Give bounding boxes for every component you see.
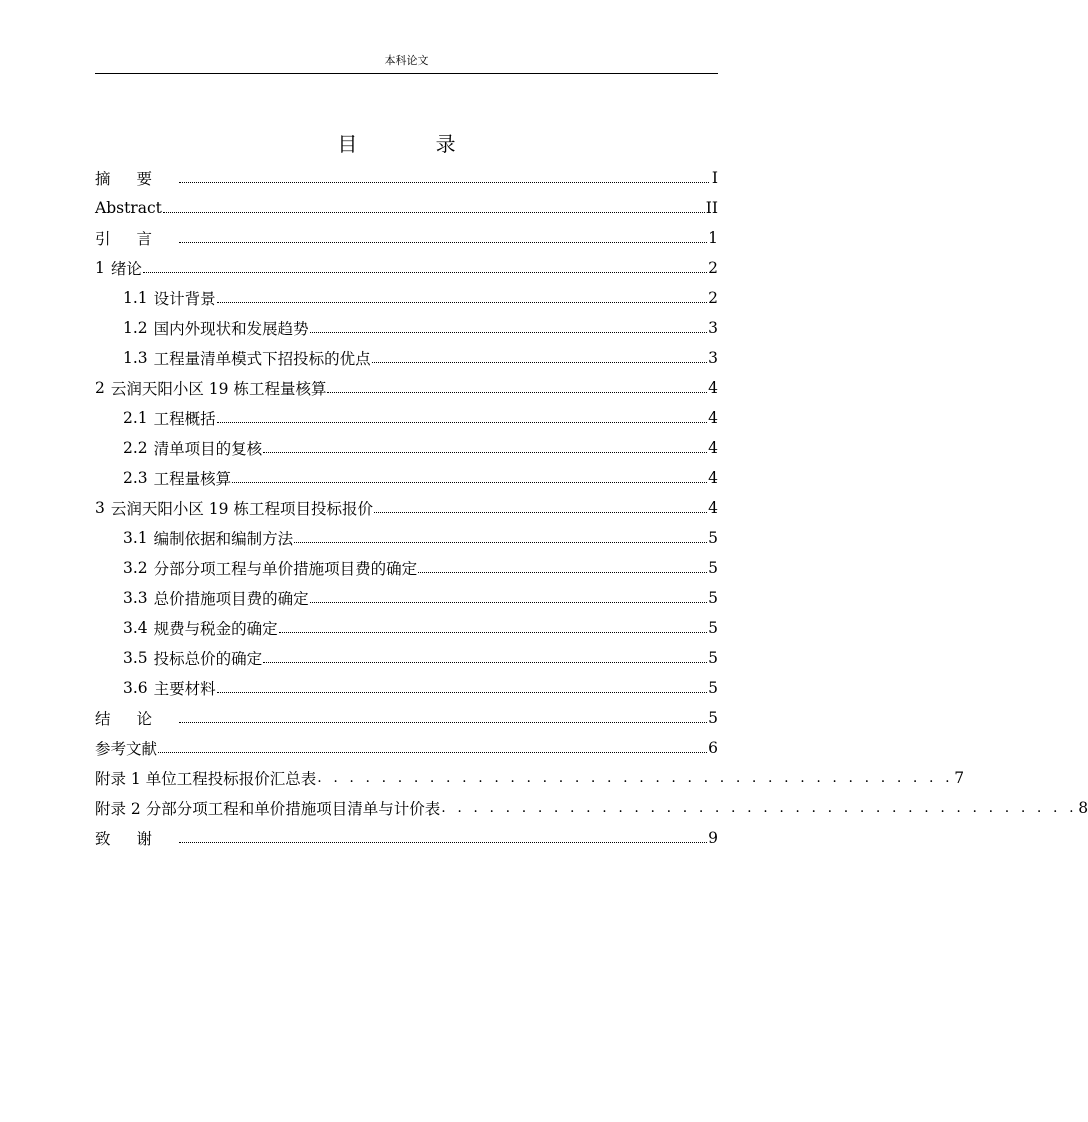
toc-entry-label: 附录 1 单位工程投标报价汇总表 bbox=[95, 770, 317, 788]
toc-page-number: 4 bbox=[708, 439, 718, 457]
toc-entry-label: 工程量核算 bbox=[153, 470, 232, 488]
toc-leader-dots bbox=[279, 617, 707, 633]
header-rule bbox=[95, 73, 718, 74]
toc-leader-dots bbox=[232, 467, 707, 483]
toc-entry[interactable] bbox=[95, 163, 718, 193]
toc-entry[interactable] bbox=[95, 433, 718, 463]
toc-entry-number: 2.3 bbox=[123, 469, 148, 487]
toc-leader-dots bbox=[263, 647, 707, 663]
toc-page-number: 2 bbox=[708, 259, 718, 277]
toc-entry[interactable] bbox=[95, 223, 718, 253]
toc-page-number: I bbox=[711, 169, 718, 187]
toc-entry[interactable] bbox=[95, 703, 718, 733]
toc-entry[interactable] bbox=[95, 373, 718, 403]
toc-page-number: 5 bbox=[708, 649, 718, 667]
toc-leader-dots bbox=[179, 707, 707, 723]
toc-entry[interactable] bbox=[95, 553, 718, 583]
toc-entry-number: 3.2 bbox=[123, 559, 148, 577]
toc-entry-number: 2.2 bbox=[123, 439, 148, 457]
toc-entry-label: 工程量清单模式下招投标的优点 bbox=[153, 350, 371, 368]
toc-page-number: 8 bbox=[1078, 799, 1088, 817]
toc-entry[interactable] bbox=[95, 193, 718, 223]
toc-entry-label: 工程概括 bbox=[153, 410, 216, 428]
toc-page-number: 7 bbox=[954, 769, 965, 787]
toc-entry-label: 分部分项工程与单价措施项目费的确定 bbox=[153, 560, 418, 578]
toc-leader-dots bbox=[217, 407, 707, 423]
toc-page-number: 3 bbox=[708, 319, 718, 337]
toc-leader-dots bbox=[158, 737, 707, 753]
toc-entry-number: 3 bbox=[95, 499, 105, 517]
toc-entry-label: Abstract bbox=[95, 199, 162, 217]
toc-page-number: II bbox=[705, 199, 718, 217]
toc-leader-dots bbox=[163, 197, 705, 213]
toc-entry-number: 1.2 bbox=[123, 319, 148, 337]
toc-entry-label: 参考文献 bbox=[95, 740, 158, 758]
toc-entry-number: 1.1 bbox=[123, 289, 148, 307]
toc-leader-dots bbox=[217, 677, 707, 693]
toc-entry-label: 主要材料 bbox=[153, 680, 216, 698]
toc-leader-dots bbox=[179, 827, 707, 843]
toc-entry-label: 云润天阳小区 19 栋工程量核算 bbox=[110, 380, 327, 398]
toc-leader-dots bbox=[179, 227, 707, 243]
toc-entry[interactable] bbox=[95, 523, 718, 553]
toc-entry-label: 结论 bbox=[95, 710, 179, 728]
toc-page-number: 9 bbox=[708, 829, 718, 847]
toc-page-number: 5 bbox=[708, 679, 718, 697]
toc-page-number: 5 bbox=[708, 709, 718, 727]
toc-entry-label: 摘要 bbox=[95, 170, 179, 188]
toc-entry-label: 投标总价的确定 bbox=[153, 650, 263, 668]
toc-leader-dots bbox=[372, 347, 707, 363]
toc-page-number: 1 bbox=[708, 229, 718, 247]
toc-leader-dots bbox=[143, 257, 707, 273]
toc-entry[interactable] bbox=[95, 403, 718, 433]
toc-entry-label: 国内外现状和发展趋势 bbox=[153, 320, 309, 338]
toc-entry-label: 引言 bbox=[95, 230, 179, 248]
toc-entry-label: 编制依据和编制方法 bbox=[153, 530, 294, 548]
toc-leader-dots bbox=[263, 437, 707, 453]
toc-entry[interactable] bbox=[95, 493, 718, 523]
toc-entry-number: 1 bbox=[95, 259, 105, 277]
toc-page-number: 3 bbox=[708, 349, 718, 367]
toc-page-number: 4 bbox=[708, 469, 718, 487]
toc-leader-dots: . . . . . . . . . . . . . . . . . . . . . . . . . . . . . . . . . . . . . . . . bbox=[317, 770, 954, 786]
toc-entry[interactable] bbox=[95, 613, 718, 643]
toc-entry[interactable] bbox=[95, 343, 718, 373]
toc-entry-number: 3.5 bbox=[123, 649, 148, 667]
toc-entry[interactable] bbox=[95, 823, 718, 853]
toc-entry-number: 1.3 bbox=[123, 349, 148, 367]
toc-page-number: 4 bbox=[708, 379, 718, 397]
toc-page-number: 2 bbox=[708, 289, 718, 307]
toc-entry-number: 2.1 bbox=[123, 409, 148, 427]
toc-entry-label: 规费与税金的确定 bbox=[153, 620, 278, 638]
toc-leader-dots bbox=[310, 587, 707, 603]
toc-entry-number: 3.4 bbox=[123, 619, 148, 637]
toc-entry-number: 2 bbox=[95, 379, 105, 397]
toc-leader-dots bbox=[217, 287, 707, 303]
toc-entry[interactable] bbox=[95, 763, 965, 793]
toc-page-number: 4 bbox=[708, 409, 718, 427]
toc-leader-dots bbox=[294, 527, 707, 543]
toc-entry[interactable] bbox=[95, 283, 718, 313]
toc-entry-label: 设计背景 bbox=[153, 290, 216, 308]
toc-leader-dots bbox=[374, 497, 707, 513]
toc-leader-dots bbox=[310, 317, 707, 333]
toc-leader-dots bbox=[418, 557, 707, 573]
toc-entry-label: 附录 2 分部分项工程和单价措施项目清单与计价表 bbox=[95, 800, 441, 818]
toc-page-number: 4 bbox=[708, 499, 718, 517]
toc-leader-dots: . . . . . . . . . . . . . . . . . . . . . . . . . . . . . . . . . . . . . . . . bbox=[441, 800, 1078, 816]
toc-entry-label: 清单项目的复核 bbox=[153, 440, 263, 458]
toc-entry[interactable] bbox=[95, 673, 718, 703]
toc-entry-label: 绪论 bbox=[110, 260, 142, 278]
toc-entry-number: 3.3 bbox=[123, 589, 148, 607]
toc-entry-label: 总价措施项目费的确定 bbox=[153, 590, 309, 608]
toc-entry[interactable] bbox=[95, 733, 718, 763]
toc-page-number: 5 bbox=[708, 559, 718, 577]
table-of-contents bbox=[95, 163, 1088, 853]
toc-entry[interactable] bbox=[95, 643, 718, 673]
toc-page-number: 5 bbox=[708, 529, 718, 547]
toc-entry[interactable] bbox=[95, 313, 718, 343]
toc-page-number: 6 bbox=[708, 739, 718, 757]
toc-leader-dots bbox=[179, 167, 709, 183]
toc-entry[interactable] bbox=[95, 253, 718, 283]
toc-entry-label: 致谢 bbox=[95, 830, 179, 848]
toc-title: 目 录 bbox=[337, 132, 492, 156]
toc-entry-number: 3.1 bbox=[123, 529, 148, 547]
toc-entry-number: 3.6 bbox=[123, 679, 148, 697]
toc-page-number: 5 bbox=[708, 589, 718, 607]
toc-entry[interactable] bbox=[95, 583, 718, 613]
running-header: 本科论文 bbox=[384, 54, 429, 67]
toc-leader-dots bbox=[327, 377, 707, 393]
toc-page-number: 5 bbox=[708, 619, 718, 637]
toc-entry[interactable] bbox=[95, 463, 718, 493]
toc-entry[interactable] bbox=[95, 793, 1088, 823]
toc-entry-label: 云润天阳小区 19 栋工程项目投标报价 bbox=[110, 500, 373, 518]
